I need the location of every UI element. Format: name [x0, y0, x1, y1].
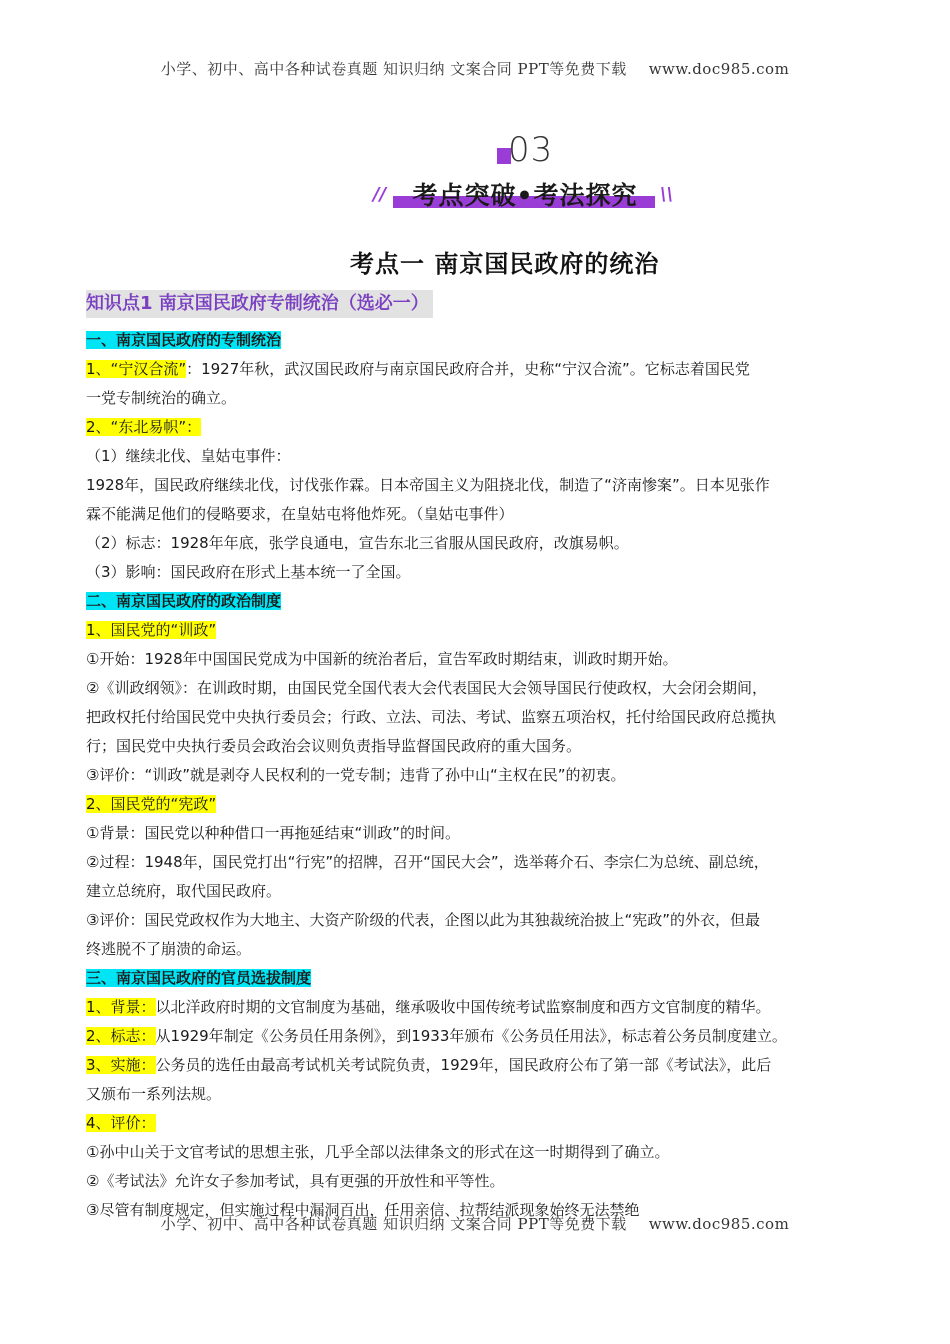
line-text: 以北洋政府时期的文官制度为基础，继承吸收中国传统考试监察制度和西方文官制度的精华。	[155, 998, 771, 1016]
body-line	[86, 1051, 876, 1080]
body-line	[86, 906, 876, 935]
body-line	[86, 384, 876, 413]
line-text: ：1927年秋，武汉国民政府与南京国民政府合并，史称“宁汉合流”。它标志着国民党	[186, 360, 750, 378]
line-text: ②《训政纲领》：在训政时期，由国民党全国代表大会代表国民大会领导国民行使政权，大会闭会期间，	[86, 679, 767, 697]
line-text: ①孙中山关于文官考试的思想主张，几乎全部以法律条文的形式在这一时期得到了确立。	[86, 1143, 670, 1161]
banner-deco-left: //	[373, 184, 387, 205]
header-text: 小学、初中、高中各种试卷真题 知识归纳 文案合同 PPT等免费下载	[160, 60, 627, 78]
body-line	[86, 703, 876, 732]
line-text: 从1929年制定《公务员任用条例》，到1933年颁布《公务员任用法》，标志着公务员制度建立。	[155, 1027, 787, 1045]
body-line	[86, 587, 876, 616]
line-text: ③评价：“训政”就是剥夺人民权利的一党专制；违背了孙中山“主权在民”的初衷。	[86, 766, 626, 784]
line-text: ②过程：1948年，国民党打出“行宪”的招牌，召开“国民大会”，选举蒋介石、李宗仁为总统、副总统，	[86, 853, 769, 871]
body-line	[86, 500, 876, 529]
body-line	[86, 471, 876, 500]
body-line	[86, 1109, 876, 1138]
heading-highlight: 一、南京国民政府的专制统治	[86, 331, 282, 349]
term-highlight: 2、标志：	[86, 1027, 156, 1045]
body-line	[86, 819, 876, 848]
body-line	[86, 790, 876, 819]
chapter-number: 03	[508, 130, 554, 170]
term-highlight: 2、国民党的“宪政”	[86, 795, 217, 813]
line-text: （2）标志：1928年年底，张学良通电，宣告东北三省服从国民政府，改旗易帜。	[86, 534, 629, 552]
body-line	[86, 355, 876, 384]
term-highlight: 1、背景：	[86, 998, 156, 1016]
footer-url[interactable]: www.doc985.com	[648, 1215, 790, 1233]
banner-title: 考点突破•考法探究	[412, 181, 638, 210]
line-text: 行；国民党中央执行委员会政治会议则负责指导监督国民政府的重大国务。	[86, 737, 582, 755]
line-text: 又颁布一系列法规。	[86, 1085, 222, 1103]
body-line	[86, 529, 876, 558]
line-text: （1）继续北伐、皇姑屯事件：	[86, 447, 291, 465]
body-line	[86, 1167, 876, 1196]
page-header	[0, 58, 950, 79]
term-highlight: 1、国民党的“训政”	[86, 621, 217, 639]
section-title: 考点一 南京国民政府的统治	[350, 250, 660, 278]
body-line	[86, 442, 876, 471]
body-line	[86, 935, 876, 964]
term-highlight: 3、实施：	[86, 1056, 156, 1074]
body-line	[86, 1022, 876, 1051]
body-line	[86, 616, 876, 645]
document-body	[86, 326, 876, 1225]
heading-highlight: 二、南京国民政府的政治制度	[86, 592, 282, 610]
body-line	[86, 326, 876, 355]
line-text: ②《考试法》允许女子参加考试，具有更强的开放性和平等性。	[86, 1172, 505, 1190]
banner-deco-right: \\	[660, 184, 674, 205]
knowledge-point-title: 知识点1 南京国民政府专制统治（选必一）	[86, 290, 433, 318]
line-text: 一党专制统治的确立。	[86, 389, 237, 407]
body-line	[86, 964, 876, 993]
line-text: ①开始：1928年中国国民党成为中国新的统治者后，宣告军政时期结束，训政时期开始。	[86, 650, 678, 668]
term-highlight: 4、评价：	[86, 1114, 156, 1132]
line-text: 建立总统府，取代国民政府。	[86, 882, 282, 900]
line-text: 1928年，国民政府继续北伐，讨伐张作霖。日本帝国主义为阻挠北伐，制造了“济南惨案”。日本见张作	[86, 476, 770, 494]
body-line	[86, 732, 876, 761]
body-line	[86, 1080, 876, 1109]
line-text: （3）影响：国民政府在形式上基本统一了全国。	[86, 563, 411, 581]
line-text: ③尽管有制度规定，但实施过程中漏洞百出，任用亲信、拉帮结派现象始终无法禁绝	[86, 1201, 640, 1219]
footer-text: 小学、初中、高中各种试卷真题 知识归纳 文案合同 PPT等免费下载	[160, 1215, 627, 1233]
body-line	[86, 645, 876, 674]
body-line	[86, 848, 876, 877]
body-line	[86, 993, 876, 1022]
line-text: 霖不能满足他们的侵略要求，在皇姑屯将他炸死。（皇姑屯事件）	[86, 505, 514, 523]
line-text: 终逃脱不了崩溃的命运。	[86, 940, 252, 958]
body-line	[86, 1138, 876, 1167]
line-text: 公务员的选任由最高考试机关考试院负责，1929年，国民政府公布了第一部《考试法》，此后	[155, 1056, 772, 1074]
body-line	[86, 674, 876, 703]
header-url[interactable]: www.doc985.com	[648, 60, 790, 78]
body-line	[86, 558, 876, 587]
line-text: ③评价：国民党政权作为大地主、大资产阶级的代表，企图以此为其独裁统治披上“宪政”的外衣，但最	[86, 911, 760, 929]
body-line	[86, 761, 876, 790]
heading-highlight: 三、南京国民政府的官员选拔制度	[86, 969, 312, 987]
body-line	[86, 413, 876, 442]
line-text: ①背景：国民党以种种借口一再拖延结束“训政”的时间。	[86, 824, 460, 842]
body-line	[86, 877, 876, 906]
page-footer	[0, 1213, 950, 1234]
line-text: 把政权托付给国民党中央执行委员会；行政、立法、司法、考试、监察五项治权，托付给国民政府总揽执	[86, 708, 777, 726]
chapter-banner	[375, 176, 675, 212]
term-highlight: 2、“东北易帜”：	[86, 418, 202, 436]
term-highlight: 1、“宁汉合流”	[86, 360, 187, 378]
